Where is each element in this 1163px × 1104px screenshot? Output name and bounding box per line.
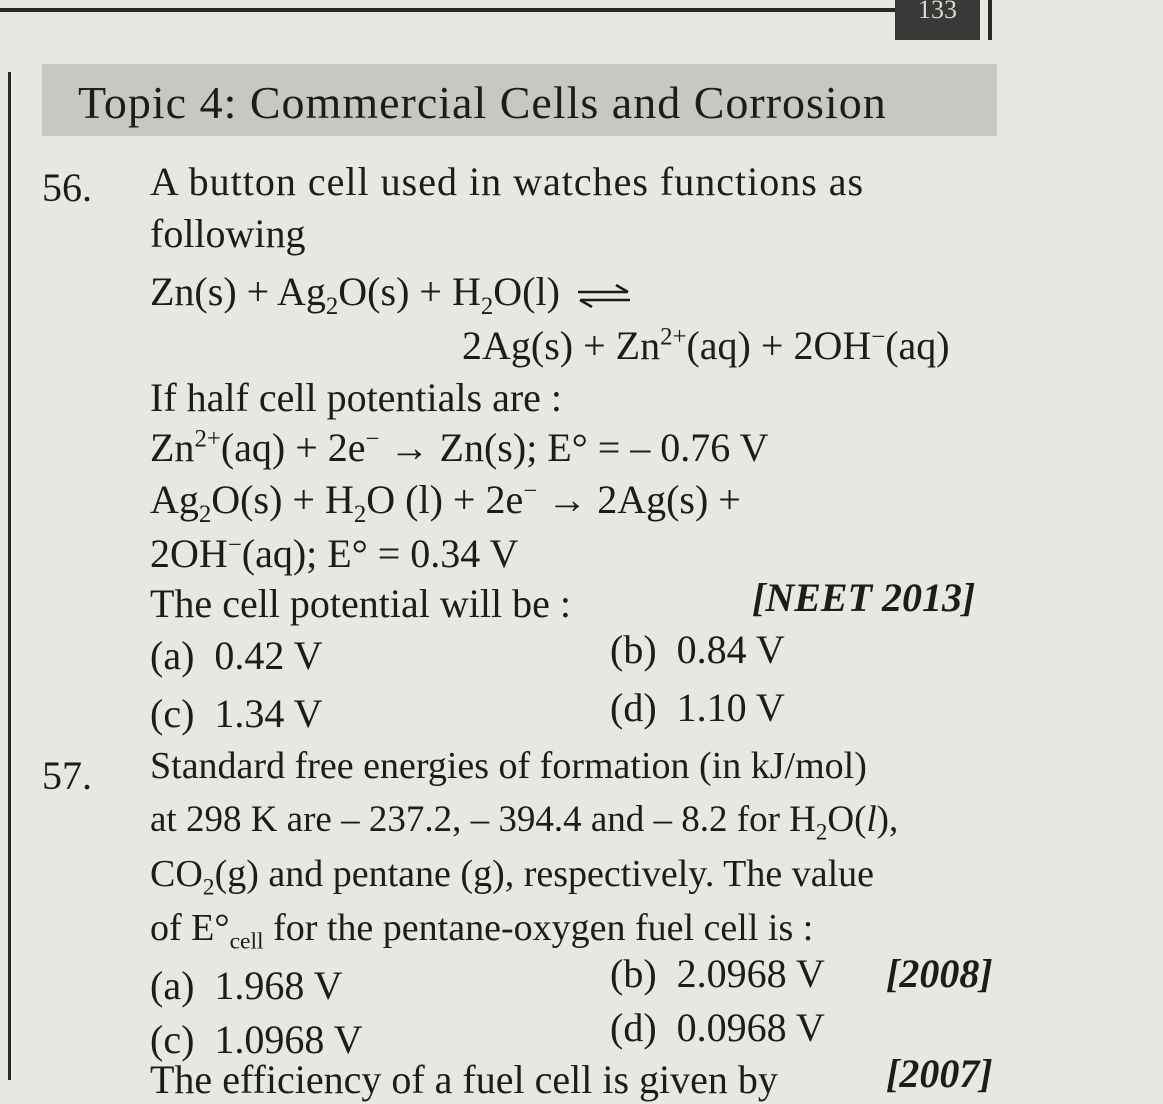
question-57-line1: Standard free energies of formation (in kJ/mol) — [150, 745, 867, 787]
question-56-option-a: (a) 0.42 V — [150, 633, 323, 678]
question-56-source: [NEET 2013] — [752, 575, 976, 620]
question-57-option-c: (c) 1.0968 V — [150, 1017, 363, 1062]
question-56-option-d: (d) 1.10 V — [610, 685, 785, 730]
page-number: 133 — [895, 0, 980, 40]
reaction-lhs: $Zn(s) + Ag_2O(s) + H_2O(l)$ — [150, 268, 632, 316]
question-57-line3: $CO_2(g)$ and pentane (g), respectively. The value — [150, 853, 875, 901]
half-cell-intro: If half cell potentials are : — [150, 375, 563, 420]
question-57-option-b: (b) 2.0968 V — [610, 951, 825, 996]
question-56-number: 56. — [42, 165, 92, 210]
question-57-line2: at 298 K are – 237.2, – 394.4 and – 8.2 for $H_2O(l)$, — [150, 799, 899, 845]
half-cell-1: $Zn^{2+}(aq) + 2e^- \to Zn(s)$; E° = – 0.76 V — [150, 425, 769, 470]
question-56-stem-line2: following — [150, 211, 306, 256]
header-rule-right — [988, 0, 992, 40]
question-57-option-d: (d) 0.0968 V — [610, 1005, 825, 1050]
topic-title: Topic 4: Commercial Cells and Corrosion — [78, 77, 887, 128]
left-margin-rule — [8, 72, 11, 1080]
equilibrium-arrow-icon — [576, 284, 632, 308]
question-56-option-b: (b) 0.84 V — [610, 627, 785, 672]
question-57-option-a: (a) 1.968 V — [150, 963, 343, 1008]
question-56-option-c: (c) 1.34 V — [150, 691, 323, 736]
half-cell-2-continued: 2OH−(aq); E° = 0.34 V — [150, 531, 519, 576]
half-cell-2: $Ag_2O(s) + H_2O$ (l) + 2e− → 2Ag(s) + — [150, 477, 741, 528]
question-57-source: [2008] — [886, 951, 993, 996]
question-57-line4: of $E^\circ_{cell}$ for the pentane-oxygen fuel cell is : — [150, 907, 814, 955]
question-58-partial: The efficiency of a fuel cell is given by — [150, 1057, 778, 1102]
reaction-rhs: $2Ag(s) + Zn^{2+}(aq) + 2OH^-(aq)$ — [462, 323, 950, 368]
header-rule — [0, 8, 895, 12]
question-56-prompt: The cell potential will be : — [150, 581, 571, 626]
question-56-stem-line1: A button cell used in watches functions as — [150, 159, 865, 204]
question-58-source: [2007] — [886, 1051, 993, 1096]
question-57-number: 57. — [42, 753, 92, 798]
